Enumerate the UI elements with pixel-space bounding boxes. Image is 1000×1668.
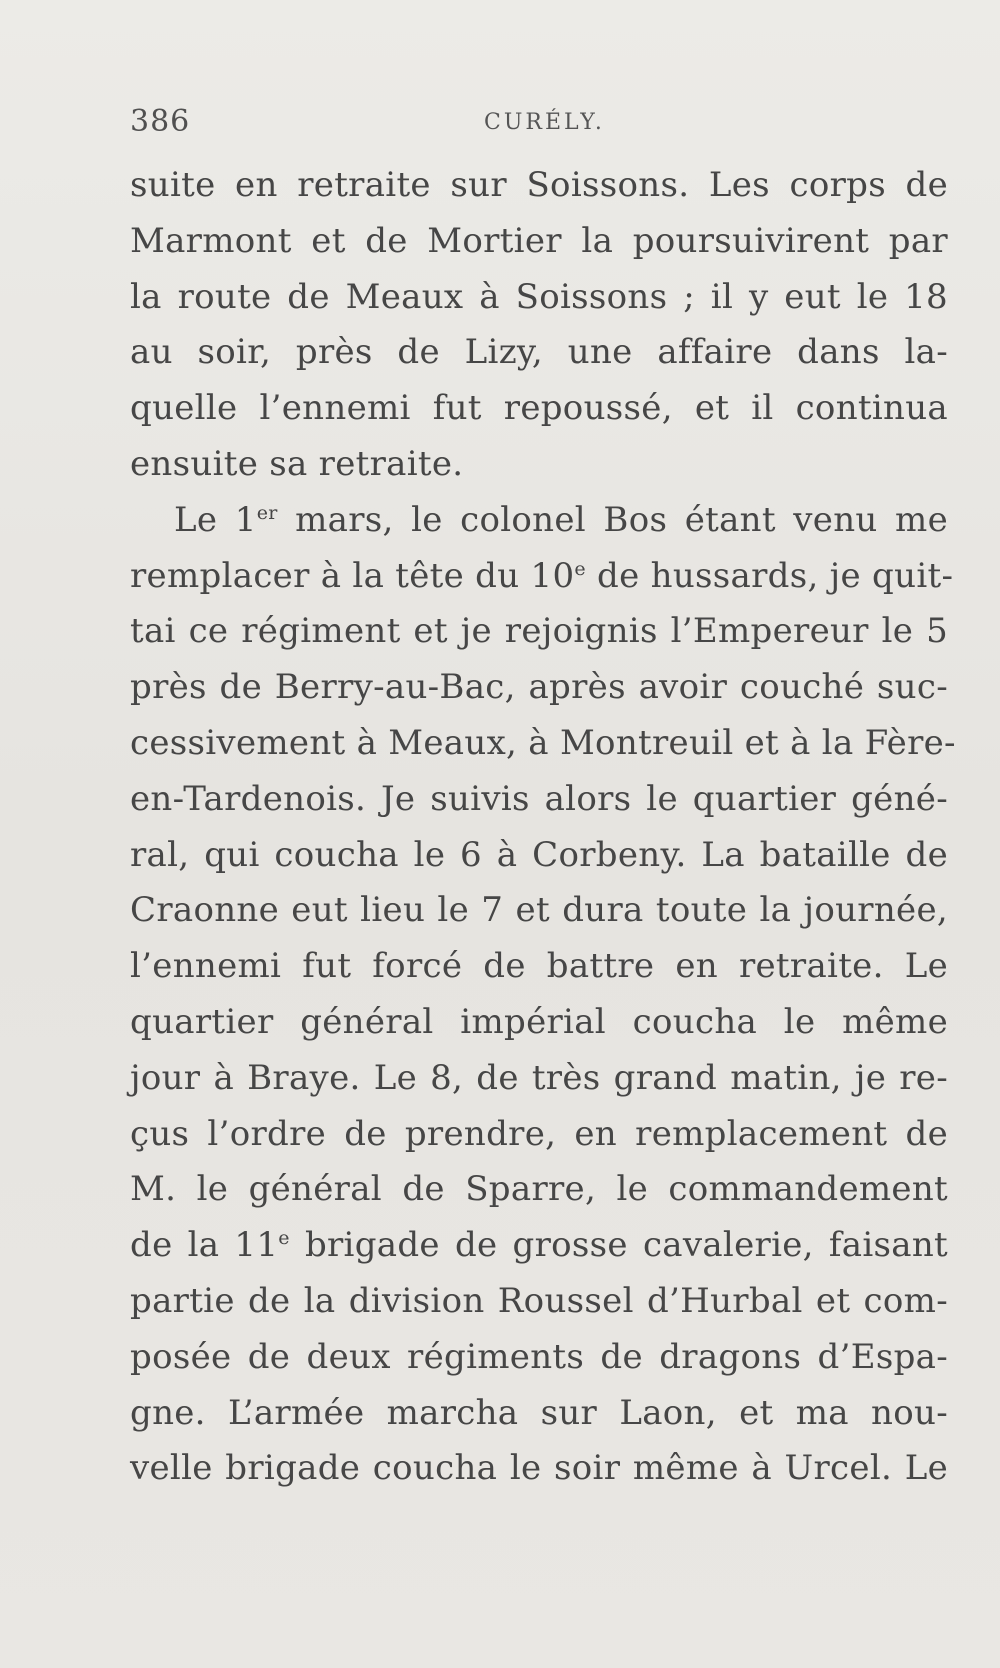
text-line — [130, 1218, 948, 1274]
text-line — [130, 549, 954, 605]
text-segment: de hussards, je quit- — [585, 555, 954, 596]
text-line: tai ce régiment et je rejoignis l’Empereur le 5 — [130, 611, 948, 652]
text-segment: mars, le colonel Bos étant venu me — [277, 499, 949, 540]
text-line: gne. L’armée marcha sur Laon, et ma nou- — [130, 1392, 948, 1433]
running-head: CURÉLY. — [484, 110, 605, 135]
body-text — [130, 158, 956, 1497]
text-line: la route de Meaux à Soissons ; il y eut le 18 — [130, 276, 948, 317]
text-line — [130, 493, 948, 549]
text-segment: Le 1 — [174, 499, 257, 540]
text-line: Craonne eut lieu le 7 et dura toute la journée, — [130, 890, 948, 931]
text-segment: brigade de grosse cavalerie, faisant — [289, 1225, 948, 1266]
text-line: cessivement à Meaux, à Montreuil et à la Fère- — [130, 722, 956, 763]
text-line: quelle l’ennemi fut repoussé, et il continua — [130, 388, 948, 429]
text-line: M. le général de Sparre, le commandement — [130, 1169, 948, 1210]
text-line: en-Tardenois. Je suivis alors le quartier géné- — [130, 778, 948, 819]
text-line: l’ennemi fut forcé de battre en retraite. Le — [130, 946, 948, 987]
ordinal-superscript: er — [256, 501, 278, 524]
text-line: posée de deux régiments de dragons d’Espa- — [130, 1336, 948, 1377]
text-line: près de Berry-au-Bac, après avoir couché suc- — [130, 667, 948, 708]
text-line: partie de la division Roussel d’Hurbal et com- — [130, 1280, 948, 1321]
page-number: 386 — [130, 104, 191, 139]
text-line: velle brigade coucha le soir même à Urcel. Le — [130, 1448, 948, 1489]
text-line: quartier général impérial coucha le même — [130, 1001, 948, 1042]
text-segment: de la 11 — [130, 1225, 279, 1266]
text-line: jour à Braye. Le 8, de très grand matin, je re- — [130, 1057, 948, 1098]
page-header — [130, 104, 950, 144]
text-line: suite en retraite sur Soissons. Les corps de — [130, 165, 948, 205]
text-line: ral, qui coucha le 6 à Corbeny. La bataille de — [130, 834, 948, 875]
text-line: ensuite sa retraite. — [130, 443, 464, 484]
ordinal-superscript: e — [278, 1227, 290, 1250]
text-line: çus l’ordre de prendre, en remplacement de — [130, 1113, 948, 1154]
text-line: Marmont et de Mortier la poursuivirent par — [130, 220, 948, 261]
text-segment: remplacer à la tête du 10 — [130, 555, 575, 596]
text-line: au soir, près de Lizy, une affaire dans la- — [130, 332, 948, 373]
ordinal-superscript: e — [574, 557, 586, 580]
